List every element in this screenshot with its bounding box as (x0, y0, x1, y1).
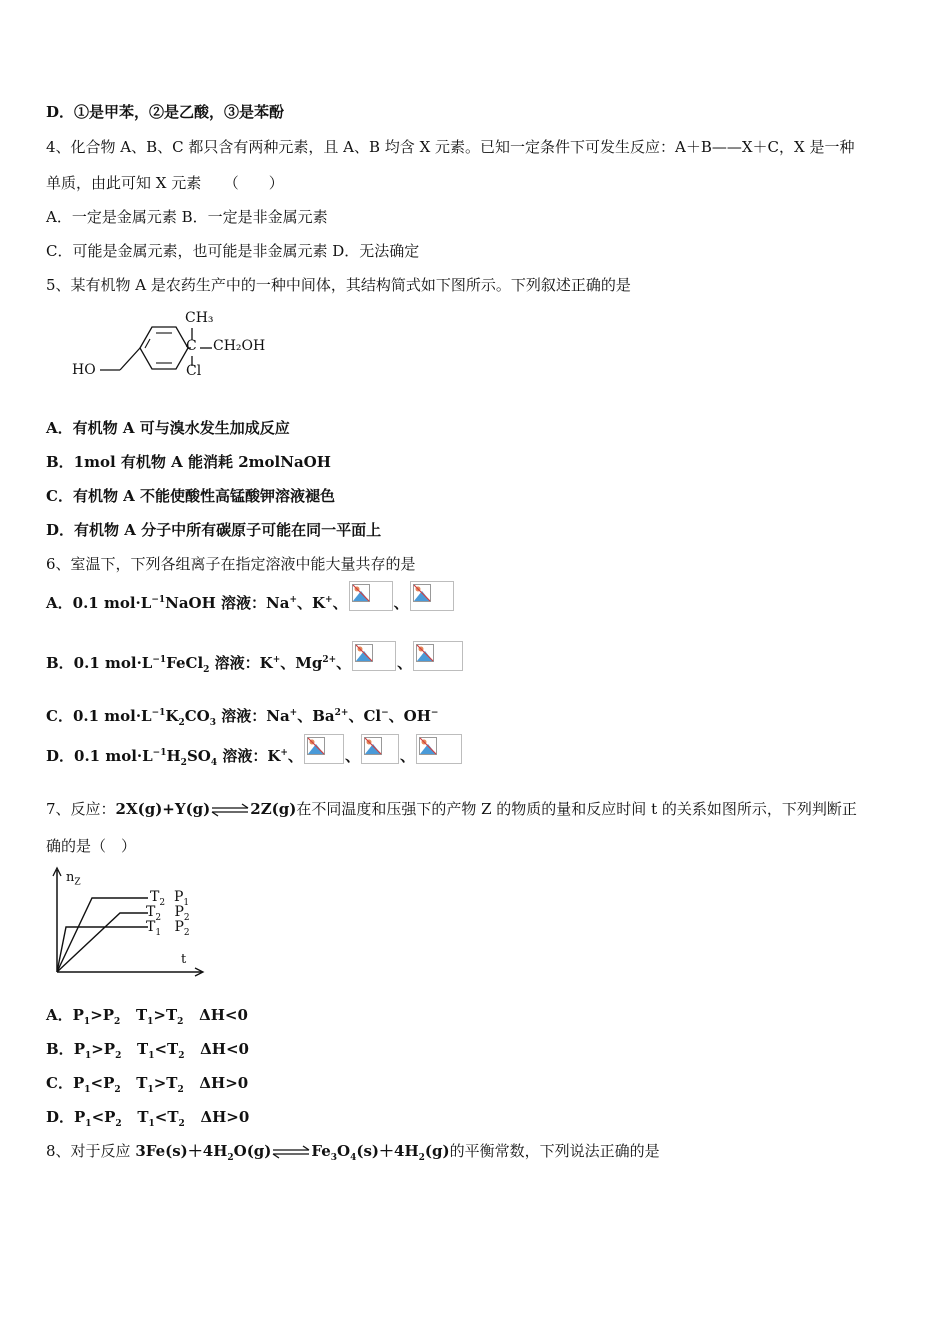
legend-t2-p2: $T_2$ $P_2$ (146, 904, 190, 923)
q6d-sol2: SO (186, 747, 211, 765)
q7-rest: 在不同温度和压强下的产物 Z 的物质的量和反应时间 t 的关系如图所示，下列判断正 (296, 800, 857, 818)
q6-option-b (46, 648, 464, 679)
q6c-m2: 、Cl (348, 707, 382, 725)
legend-t1-p2: $T_1$ $P_2$ (146, 919, 190, 938)
q6a-s2: + (325, 595, 333, 605)
q7-stem-line2: 确的是（ ） (46, 837, 137, 855)
q6b-end: 、 (336, 654, 352, 672)
q5-option-c: C．有机物 A 不能使酸性高锰酸钾溶液褪色 (46, 487, 336, 505)
broken-image-icon (413, 641, 463, 671)
equilibrium-arrow-icon (271, 1145, 311, 1159)
q4-stem-line2: 单质，由此可知 X 元素 （ ） (46, 174, 284, 192)
struct-ch3: CH₃ (185, 310, 214, 326)
q6c-m1: 、Ba (297, 707, 335, 725)
q6c-s2: 2+ (334, 708, 349, 718)
q7-option-a: A．$P_1>P_2$ $T_1>T_2$ ΔH<0 (46, 1006, 248, 1027)
q7-pre: 7、反应： (46, 800, 116, 818)
broken-image-icon (410, 581, 454, 611)
struct-ho: HO (72, 362, 96, 378)
q8-rest: 的平衡常数，下列说法正确的是 (449, 1142, 660, 1160)
q6c-sol2: CO (184, 707, 210, 725)
q6d-exp: −1 (152, 748, 167, 758)
q6c-s3: − (381, 708, 389, 718)
q6d-end: 、 (287, 747, 303, 765)
struct-c: C (186, 338, 197, 354)
q6-option-d (46, 741, 463, 772)
q6c-pre: C．0.1 mol·L (46, 707, 152, 725)
q6d-pre: D．0.1 mol·L (46, 747, 153, 765)
q5-option-d: D．有机物 A 分子中所有碳原子可能在同一平面上 (46, 521, 382, 539)
chart-x-label: t (181, 952, 187, 967)
struct-ch2oh: CH₂OH (213, 338, 266, 354)
q8-reactants: $3Fe(s)+4H_2O(g)$ (135, 1142, 272, 1163)
q6c-m3: 、OH (388, 707, 431, 725)
q6d-sub1: 2 (180, 758, 187, 768)
q6b-pre: B．0.1 mol·L (46, 654, 153, 672)
equilibrium-arrow-icon (210, 803, 250, 817)
q7-reactants: 2X(g)+Y(g) (115, 800, 211, 818)
q5-stem: 5、某有机物 A 是农药生产中的一种中间体，其结构简式如下图所示。下列叙述正确的是 (46, 276, 631, 294)
q6c-sub2: 3 (209, 718, 217, 728)
broken-image-icon (416, 734, 462, 764)
curve-t1-p2 (57, 927, 148, 972)
q5-option-b: B．1mol 有机物 A 能消耗 2molNaOH (46, 453, 331, 471)
curve-t2-p1 (57, 898, 148, 972)
q6d-sol: H (166, 747, 181, 765)
q6c-sol3: 溶液：Na (216, 707, 290, 725)
q7-option-c: C．$P_1<P_2$ $T_1>T_2$ ΔH>0 (46, 1074, 249, 1095)
q8-products: $Fe_3O_4(s)+4H_2(g)$ (311, 1142, 450, 1163)
q6-stem: 6、室温下，下列各组离子在指定溶液中能大量共存的是 (46, 555, 416, 573)
q3-option-d: D．①是甲苯，②是乙酸，③是苯酚 (46, 103, 285, 121)
q8-pre: 8、对于反应 (46, 1142, 136, 1160)
q6b-s2: 2+ (322, 655, 337, 665)
q4-options-ab: A．一定是金属元素 B．一定是非金属元素 (46, 208, 328, 226)
legend-t2-p1: $T_2$ $P_1$ (150, 889, 190, 908)
q7-option-b: B．$P_1>P_2$ $T_1<T_2$ ΔH<0 (46, 1040, 249, 1061)
broken-image-icon (349, 581, 393, 611)
q6a-pre: A．0.1 mol·L (46, 594, 152, 612)
q6d-s1: + (280, 748, 288, 758)
q6a-exp: −1 (151, 595, 166, 605)
q8-stem (46, 1141, 660, 1161)
broken-image-icon (352, 641, 396, 671)
q5-structure (70, 306, 280, 388)
q6a-sol: NaOH 溶液：Na (165, 594, 290, 612)
q6c-s1: + (289, 708, 298, 718)
q7-product: 2Z(g) (250, 800, 297, 818)
q6d-sol3: 溶液：K (217, 747, 281, 765)
q6a-s1: + (289, 595, 297, 605)
chart-y-label: $n_Z$ (66, 870, 81, 888)
q7-option-d: D．$P_1<P_2$ $T_1<T_2$ ΔH>0 (46, 1108, 250, 1129)
q6d-sub2: 4 (210, 758, 218, 768)
q6b-s1: + (272, 655, 281, 665)
broken-image-icon (304, 734, 344, 764)
q6c-exp: −1 (151, 708, 166, 718)
q6d-sep1: 、 (344, 747, 360, 765)
struct-cl: Cl (186, 363, 202, 379)
q7-chart (40, 864, 220, 980)
broken-image-icon (361, 734, 399, 764)
q6b-exp: −1 (152, 655, 167, 665)
q6-option-a (46, 588, 455, 619)
q5-option-a: A．有机物 A 可与溴水发生加成反应 (46, 419, 290, 437)
q6b-sol2: 溶液：K (209, 654, 273, 672)
q6d-sep2: 、 (399, 747, 415, 765)
q6b-sep: 、 (397, 654, 413, 672)
q6b-mid: 、Mg (280, 654, 323, 672)
q4-stem-line1: 4、化合物 A、B、C 都只含有两种元素，且 A、B 均含 X 元素。已知一定条件下可发生反应：A＋B——X＋C，X 是一种 (46, 138, 855, 156)
q4-options-cd: C．可能是金属元素，也可能是非金属元素 D．无法确定 (46, 242, 420, 260)
q6c-sub1: 2 (178, 718, 185, 728)
q6c-sol: K (165, 707, 179, 725)
q6c-s4: − (430, 708, 439, 718)
q6-option-c (46, 706, 438, 726)
q6a-end: 、 (332, 594, 348, 612)
q6a-sep: 、 (393, 594, 409, 612)
q7-stem-line1 (46, 799, 857, 819)
q6b-sol: FeCl (166, 654, 204, 672)
q6a-mid: 、K (297, 594, 326, 612)
q6b-sub: 2 (203, 665, 210, 675)
